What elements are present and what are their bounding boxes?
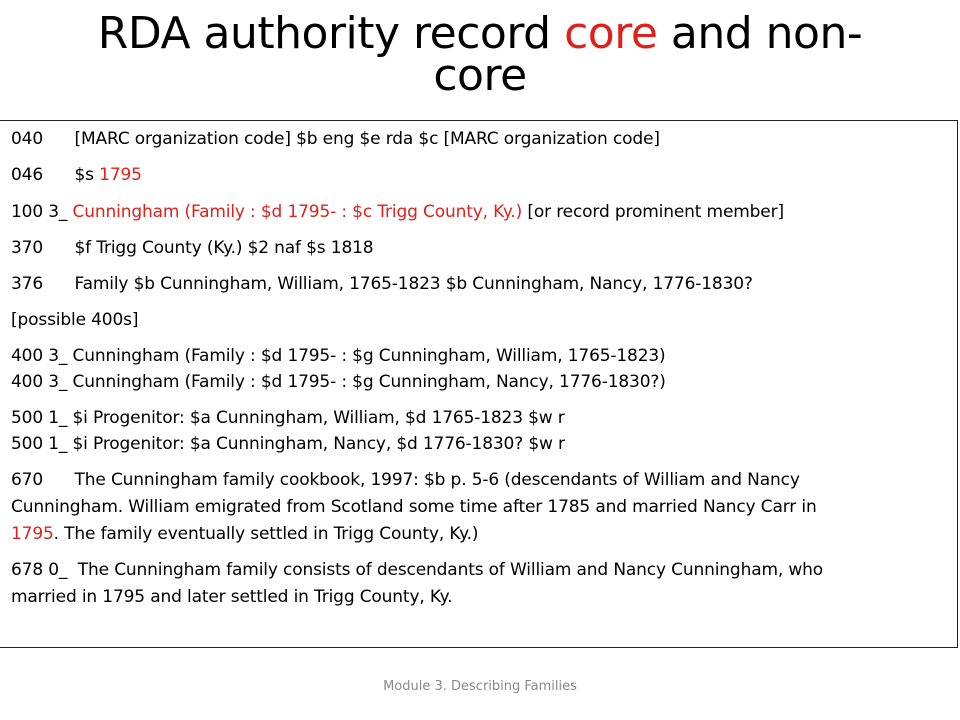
field-500-nancy: 500 1_ $i Progenitor: $a Cunningham, Nancy, $d 1776-1830? $w r — [11, 434, 565, 454]
slide-title — [0, 6, 960, 104]
field-370: 370 $f Trigg County (Ky.) $2 naf $s 1818 — [11, 238, 374, 258]
field-670-year: 1795 — [11, 524, 54, 544]
field-670-line-1: 670 The Cunningham family cookbook, 1997: $b p. 5-6 (descendants of William and Nancy — [11, 470, 800, 490]
field-670-line-3 — [11, 520, 956, 548]
field-046-text: 046 $s — [11, 165, 100, 185]
field-670-line-2: Cunningham. William emigrated from Scotland some time after 1785 and married Nancy Carr in — [11, 497, 817, 517]
title-text-part1: RDA authority record — [97, 8, 565, 59]
field-678-line-1: 678 0_ The Cunningham family consists of descendants of William and Nancy Cunningham, who — [11, 560, 824, 580]
field-100-tag: 100 3_ — [11, 202, 73, 222]
field-500-william: 500 1_ $i Progenitor: $a Cunningham, William, $d 1765-1823 $w r — [11, 408, 565, 428]
title-line-2: core — [433, 50, 527, 101]
possible-400s-note: [possible 400s] — [11, 310, 139, 330]
field-670-line-3-text: . The family eventually settled in Trigg County, Ky.) — [53, 524, 479, 544]
field-100 — [11, 198, 956, 226]
field-046 — [11, 161, 956, 189]
field-678-line-2: married in 1795 and later settled in Trigg County, Ky. — [11, 587, 453, 607]
field-100-note: [or record prominent member] — [522, 202, 784, 222]
field-100-heading: Cunningham (Family : $d 1795- : $c Trigg County, Ky.) — [72, 202, 523, 222]
field-400-william: 400 3_ Cunningham (Family : $d 1795- : $g Cunningham, William, 1765-1823) — [11, 346, 666, 366]
slide-footer: Module 3. Describing Families — [383, 679, 577, 694]
record-box — [0, 120, 958, 648]
title-text-part2: and non- — [657, 8, 863, 59]
field-376: 376 Family $b Cunningham, William, 1765-1823 $b Cunningham, Nancy, 1776-1830? — [11, 274, 753, 294]
field-046-value: 1795 — [99, 165, 142, 185]
field-400-nancy: 400 3_ Cunningham (Family : $d 1795- : $g Cunningham, Nancy, 1776-1830?) — [11, 372, 666, 392]
field-040: 040 [MARC organization code] $b eng $e rda $c [MARC organization code] — [11, 129, 660, 149]
title-core-word: core — [564, 8, 658, 59]
